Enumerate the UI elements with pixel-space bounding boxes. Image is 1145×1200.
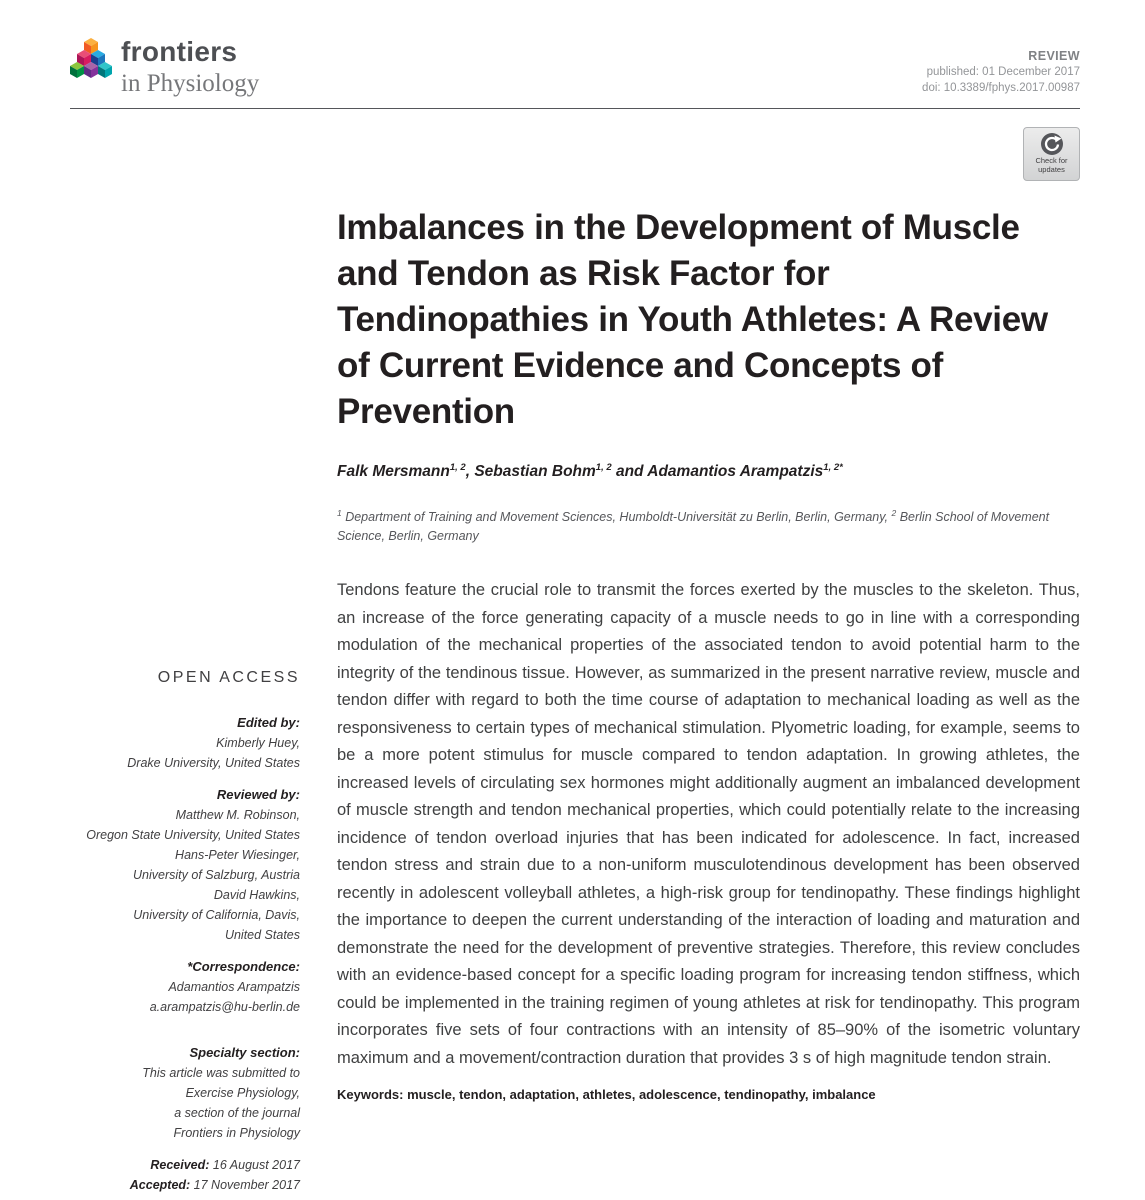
open-access-label: OPEN ACCESS [157,669,300,686]
sidebar-date-label: Accepted: [129,1178,191,1192]
published-date: published: 01 December 2017 [926,66,1080,78]
sidebar-line: Kimberly Huey, [216,736,300,750]
frontiers-cubes-icon [70,36,112,85]
frontiers-logo[interactable] [70,36,259,96]
logo-wordmark: frontiers [121,36,238,67]
sidebar-line: University of California, Davis, [133,908,300,922]
affiliation-sup: 2 [891,508,897,519]
sidebar-line: This article was submitted to [142,1066,300,1080]
sidebar-line: Oregon State University, United States [86,828,300,842]
author-name: Adamantios Arampatzis [647,463,824,481]
check-for-updates-badge[interactable] [1023,127,1080,181]
article-sidebar [70,109,300,1195]
sidebar-line: Drake University, United States [127,756,300,770]
abstract-text: Tendons feature the crucial role to transmit the forces exerted by the muscles to the skeleton. Thus, an increase of the force generating capacity of a muscle needs to go in line with a corresponding modulation of the mechanical properties of the associated tendon to avoid potential harm to the integrity of the tendinous tissue. However, as summarized in the present narrative review, muscle and tendon differ with regard to both the time course of adaptation to mechanical loading as well as the responsiveness to certain types of mechanical stimulation. Plyometric loading, for example, seems to be a more potent stimulus for muscle compared to tendon adaptation. In growing athletes, the increased levels of circulating sex hormones might additionally augment an imbalanced development of muscle strength and tendon mechanical properties, which could potentially relate to the increasing incidence of tendon overload injuries that has been indicated for adolescence. In fact, increased tendon stress and strain due to a non-uniform musculotendinous development has been observed recently in adolescent volleyball athletes, a high-risk group for tendinopathy. These findings highlight the importance to deepen the current understanding of the interaction of loading and maturation and demonstrate the need for the development of preventive strategies. Therefore, this review concludes with an evidence-based concept for a specific loading program for increasing tendon stiffness, which could be implemented in the training regimen of young athletes at risk for tendinopathy. This program incorporates five sets of four contractions with an intensity of 85–90% of the isometric voluntary maximum and a movement/contraction duration that provides 3 s of high magnitude tendon strain. [337,581,1080,1067]
sidebar-line: a section of the journal [174,1106,300,1120]
author-affiliation-sup: 1, 2 [449,462,466,473]
sidebar-date-label: Received: [150,1158,210,1172]
sidebar-line: Exercise Physiology, [185,1086,300,1100]
keywords-line: Keywords: muscle, tendon, adaptation, athletes, adolescence, tendinopathy, imbalance [337,1087,876,1103]
authors-line: Falk Mersmann$^{1, 2}$, Sebastian Bohm$^{1, 2}$ and Adamantios Arampatzis$^{1, 2*}$ [337,462,843,481]
sidebar-line: United States [224,928,300,942]
sidebar-section-label: Reviewed by: [216,787,300,802]
article-title: Imbalances in the Development of Muscle and Tendon as Risk Factor for Tendinopathies in Youth Athletes: A Review of Current Evidence and Concepts of Prevention [337,208,1048,431]
sidebar-dates [70,1155,300,1195]
article-type-label: REVIEW [1028,49,1080,63]
sidebar-section [70,957,300,1017]
sidebar-line: David Hawkins, [213,888,300,902]
sidebar-date: Accepted: 17 November 2017 [129,1178,300,1192]
sidebar-section [70,1043,300,1143]
affiliations: $^1$ Department of Training and Movement Sciences, Humboldt-Universität zu Berlin, Berlin, Germany, $^2$ Berlin School of Movement Science, Berlin, Germany [337,508,1050,544]
journal-header [70,36,1080,108]
sidebar-section-label: Specialty section: [189,1045,300,1060]
sidebar-line: Adamantios Arampatzis [168,980,300,994]
publication-meta [922,36,1080,96]
check-badge-label: Check for updates [1035,156,1068,174]
article-content [300,109,1080,1195]
sidebar-line: Hans-Peter Wiesinger, [175,848,300,862]
sidebar-section-label: Edited by: [237,715,300,730]
sidebar-line: Frontiers in Physiology [173,1126,300,1140]
sidebar-line: Matthew M. Robinson, [175,808,300,822]
logo-journal-name: in Physiology [121,70,260,97]
sidebar-section-label: *Correspondence: [187,959,300,974]
sidebar-sections [70,713,300,1143]
affiliation-sup: 1 [337,508,342,519]
author-name: Falk Mersmann [337,463,450,481]
correspondence-email[interactable]: a.arampatzis@hu-berlin.de [149,1000,300,1014]
sidebar-section [70,785,300,945]
sidebar-section [70,713,300,773]
author-affiliation-sup: 1, 2 [595,462,612,473]
author-affiliation-sup: 1, 2* [823,462,843,473]
crossmark-icon [1040,132,1064,156]
sidebar-date: Received: 16 August 2017 [150,1158,300,1172]
sidebar-line: University of Salzburg, Austria [133,868,300,882]
author-name: Sebastian Bohm [474,463,596,481]
doi-link[interactable]: doi: 10.3389/fphys.2017.00987 [922,82,1080,94]
